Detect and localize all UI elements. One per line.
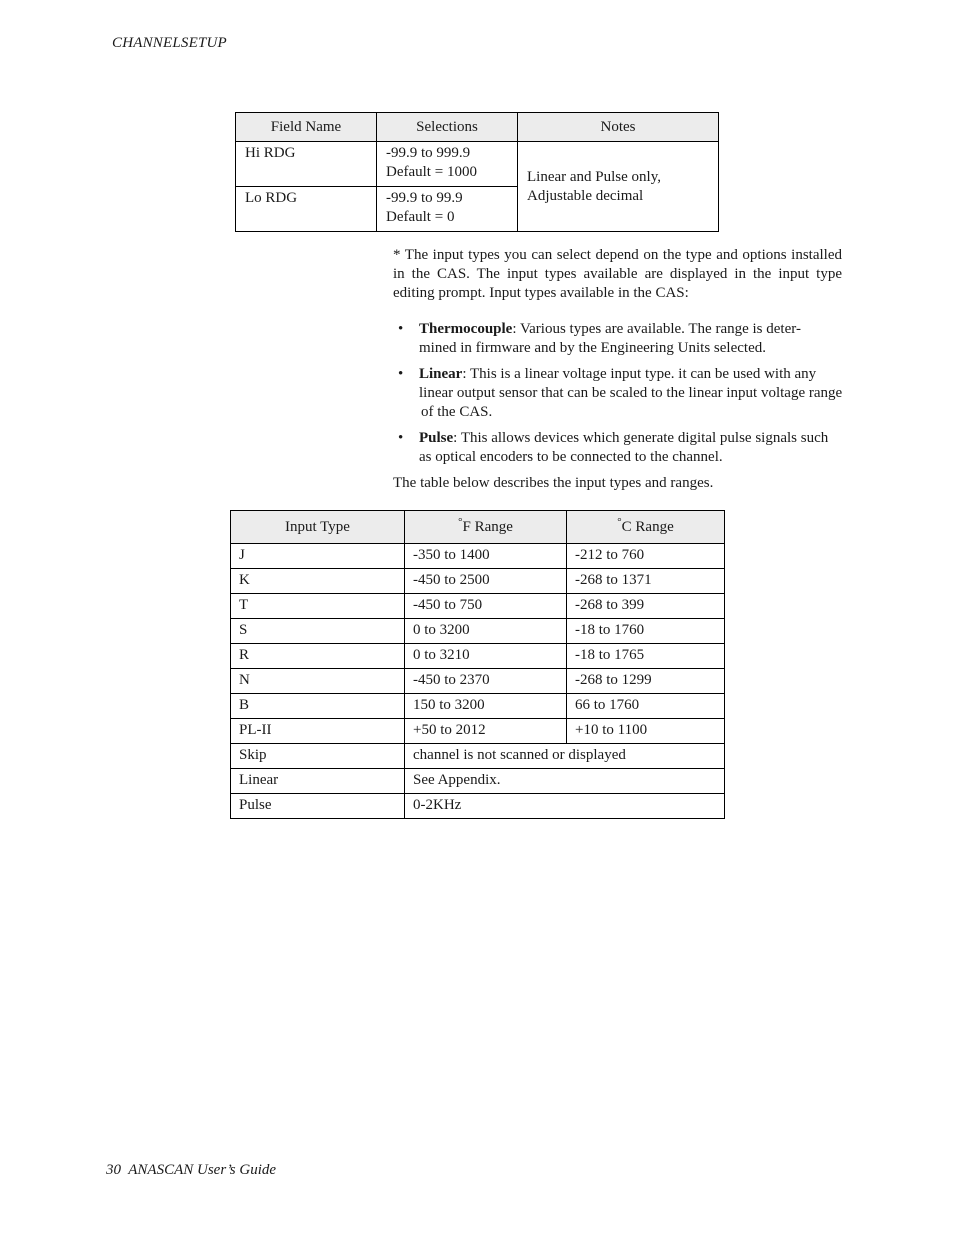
c-range-cell: -268 to 1299 <box>567 669 725 694</box>
input-type-cell: Linear <box>231 769 405 794</box>
c-range-cell: 66 to 1760 <box>567 694 725 719</box>
input-type-cell: Pulse <box>231 794 405 819</box>
input-type-cell: B <box>231 694 405 719</box>
selections-cell <box>377 142 518 187</box>
table-row <box>231 744 725 769</box>
list-item <box>393 429 843 467</box>
degree-symbol: ° <box>617 516 622 528</box>
column-header: Field Name <box>236 113 377 142</box>
c-range-cell: -18 to 1765 <box>567 644 725 669</box>
bullet-icon: • <box>398 430 404 446</box>
table-header-row <box>236 113 719 142</box>
page-number: 30 <box>106 1162 121 1178</box>
page-footer <box>106 1162 276 1179</box>
running-header: CHANNELSETUP <box>112 35 227 51</box>
input-type-cell: N <box>231 669 405 694</box>
table-row <box>231 769 725 794</box>
input-type-cell: PL-II <box>231 719 405 744</box>
range-description-cell: See Appendix. <box>405 769 725 794</box>
table-row <box>231 594 725 619</box>
list-item <box>393 365 843 422</box>
table-header-row <box>231 511 725 544</box>
input-type-cell: T <box>231 594 405 619</box>
input-type-cell: J <box>231 544 405 569</box>
c-range-cell: +10 to 1100 <box>567 719 725 744</box>
table-row <box>231 619 725 644</box>
bullet-text-continued: as optical encoders to be connected to the channel. <box>419 449 723 465</box>
input-type-cell: Skip <box>231 744 405 769</box>
f-range-cell: 0 to 3200 <box>405 619 567 644</box>
column-header-c-range: °C Range <box>567 511 725 544</box>
table-row <box>231 669 725 694</box>
degree-symbol: ° <box>458 516 463 528</box>
bullet-term: Pulse <box>419 430 454 446</box>
table-row <box>231 694 725 719</box>
f-range-cell: -450 to 2370 <box>405 669 567 694</box>
table-row <box>231 719 725 744</box>
f-range-cell: 150 to 3200 <box>405 694 567 719</box>
input-type-cell: R <box>231 644 405 669</box>
table-row <box>231 569 725 594</box>
column-header-f-range: °F Range <box>405 511 567 544</box>
f-range-cell: 0 to 3210 <box>405 644 567 669</box>
c-range-cell: -268 to 1371 <box>567 569 725 594</box>
bullet-text: : This allows devices which generate digital pulse signals such <box>453 430 829 446</box>
table-row <box>231 794 725 819</box>
table-row <box>236 142 719 187</box>
input-type-cell: K <box>231 569 405 594</box>
column-header: Notes <box>518 113 719 142</box>
c-range-cell: -18 to 1760 <box>567 619 725 644</box>
column-header: Selections <box>377 113 518 142</box>
notes-cell <box>518 142 719 232</box>
bullet-icon: • <box>398 366 404 382</box>
notes-line: Adjustable decimal <box>527 187 644 204</box>
input-type-cell: S <box>231 619 405 644</box>
c-range-cell: -212 to 760 <box>567 544 725 569</box>
list-item <box>393 320 843 358</box>
bullet-icon: • <box>398 321 404 337</box>
f-range-cell: +50 to 2012 <box>405 719 567 744</box>
selection-default: Default = 1000 <box>386 164 477 180</box>
column-header-input-type: Input Type <box>231 511 405 544</box>
selection-range: -99.9 to 99.9 <box>386 190 463 206</box>
input-type-list <box>393 320 843 467</box>
selection-range: -99.9 to 999.9 <box>386 145 471 161</box>
range-table-body <box>231 544 725 819</box>
range-description-cell: channel is not scanned or displayed <box>405 744 725 769</box>
table-row <box>231 544 725 569</box>
bullet-term: Thermocouple <box>419 321 513 337</box>
field-name-cell: Lo RDG <box>236 187 377 232</box>
bullet-term: Linear <box>419 366 463 382</box>
notes-line: Linear and Pulse only, <box>527 168 661 185</box>
c-range-cell: -268 to 399 <box>567 594 725 619</box>
bullet-text-continued: linear output sensor that can be scaled to the linear input voltage range of the CAS. <box>419 385 843 420</box>
f-range-cell: -450 to 2500 <box>405 569 567 594</box>
bullet-text: : Various types are available. The range is deter- <box>512 321 801 337</box>
table-intro: The table below describes the input types and ranges. <box>393 475 714 491</box>
f-range-cell: -350 to 1400 <box>405 544 567 569</box>
range-description-cell: 0-2KHz <box>405 794 725 819</box>
selections-cell <box>377 187 518 232</box>
field-name-cell: Hi RDG <box>236 142 377 187</box>
guide-title: ANASCAN User’s Guide <box>128 1162 277 1178</box>
selection-default: Default = 0 <box>386 209 455 225</box>
f-range-cell: -450 to 750 <box>405 594 567 619</box>
table-row <box>231 644 725 669</box>
field-settings-table <box>235 112 719 232</box>
input-range-table <box>230 510 725 819</box>
bullet-text-continued: mined in firmware and by the Engineering Units selected. <box>419 340 766 356</box>
intro-paragraph: * The input types you can select depend on the type and options installed in the CAS. The input types available are displayed in the input type editing prompt. Input types available in the CAS: <box>393 247 842 301</box>
bullet-text: : This is a linear voltage input type. it can be used with any <box>462 366 817 382</box>
